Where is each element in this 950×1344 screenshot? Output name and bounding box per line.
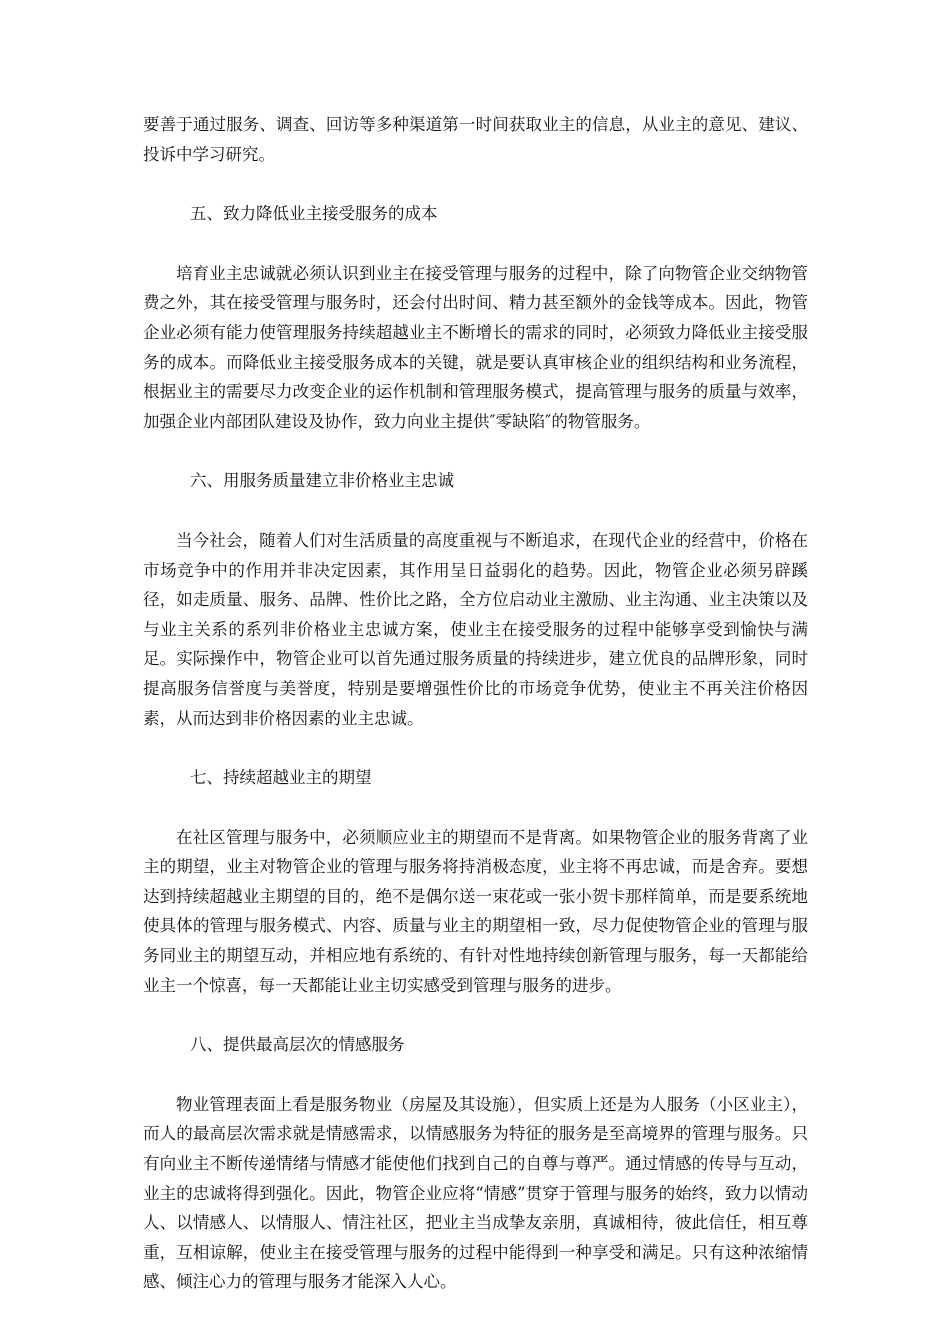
section-heading-5: 五、致力降低业主接受服务的成本 [190, 204, 438, 224]
paragraph-continuation: 要善于通过服务、调查、回访等多种渠道第一时间获取业主的信息，从业主的意见、建议、投诉中学习研究。 [143, 115, 808, 164]
section-heading-7: 七、持续超越业主的期望 [190, 768, 372, 788]
document-page [143, 110, 808, 1297]
paragraph-section-6: 当今社会，随着人们对生活质量的高度重视与不断追求，在现代企业的经营中，价格在市场竞争中的作用并非决定因素，其作用呈日益弱化的趋势。因此，物管企业必须另辟蹊径，如走质量、服务、品牌、性价比之路，全方位启动业主激励、业主沟通、业主决策以及与业主关系的系列非价格业主忠诚方案，使业主在接受服务的过程中能够享受到愉快与满足。实际操作中，物管企业可以首先通过服务质量的持续进步，建立优良的品牌形象，同时提高服务信誉度与美誉度，特别是要增强性价比的市场竞争优势，使业主不再关注价格因素，从而达到非价格因素的业主忠诚。 [143, 530, 808, 728]
paragraph-section-7: 在社区管理与服务中，必须顺应业主的期望而不是背离。如果物管企业的服务背离了业主的期望，业主对物管企业的管理与服务将持消极态度，业主将不再忠诚，而是舍弃。要想达到持续超越业主期望的目的，绝不是偶尔送一束花或一张小贺卡那样简单，而是要系统地使具体的管理与服务模式、内容、质量与业主的期望相一致，尽力促使物管企业的管理与服务同业主的期望互动，并相应地有系统的、有针对性地持续创新管理与服务，每一天都能给业主一个惊喜，每一天都能让业主切实感受到管理与服务的进步。 [143, 827, 808, 995]
section-heading-6: 六、用服务质量建立非价格业主忠诚 [190, 471, 454, 491]
paragraph-section-5: 培育业主忠诚就必须认识到业主在接受管理与服务的过程中，除了向物管企业交纳物管费之外，其在接受管理与服务时，还会付出时间、精力甚至额外的金钱等成本。因此，物管企业必须有能力使管理服务持续超越业主不断增长的需求的同时，必须致力降低业主接受服务的成本。而降低业主接受服务成本的关键，就是要认真审核企业的组织结构和业务流程，根据业主的需要尽力改变企业的运作机制和管理服务模式，提高管理与服务的质量与效率，加强企业内部团队建设及协作，致力向业主提供″零缺陷″的物管服务。 [143, 263, 808, 431]
section-heading-8: 八、提供最高层次的情感服务 [190, 1035, 405, 1055]
paragraph-section-8: 物业管理表面上看是服务物业（房屋及其设施），但实质上还是为人服务（小区业主），而人的最高层次需求就是情感需求，以情感服务为特征的服务是至高境界的管理与服务。只有向业主不断传递情绪与情感才能使他们找到自己的自尊与尊严。通过情感的传导与互动，业主的忠诚将得到强化。因此，物管企业应将“情感”贯穿于管理与服务的始终，致力以情动人、以情感人、以情服人、情注社区，把业主当成挚友亲朋，真诚相待，彼此信任，相互尊重，互相谅解，使业主在接受管理与服务的过程中能得到一种享受和满足。只有这种浓缩情感、倾注心力的管理与服务才能深入人心。 [143, 1094, 808, 1292]
